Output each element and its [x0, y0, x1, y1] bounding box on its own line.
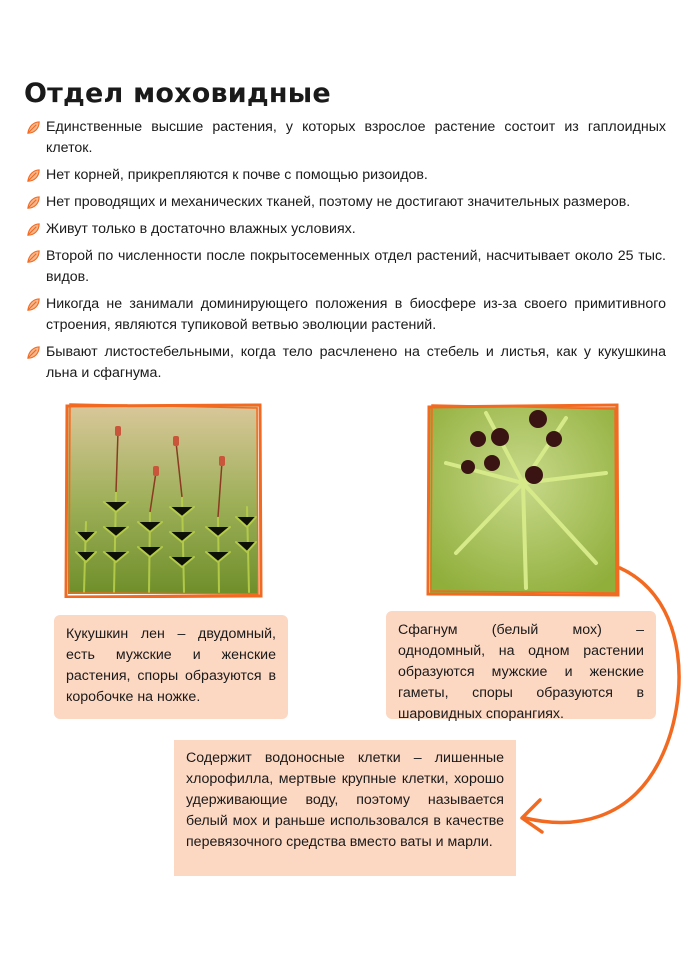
bullet-text: Единственные высшие растения, у которых взрослое растение состоит из гаплоидных клеток.	[46, 119, 666, 156]
water-cells-note: Содержит водоносные клетки – лишенные хлорофилла, мертвые крупные клетки, хорошо удерживающие воду, поэтому называется белый мох и раньше использовался в качестве перевязочного средства вместо ваты и марли.	[174, 740, 516, 876]
bullet-text: Живут только в достаточно влажных условиях.	[46, 221, 356, 237]
bullet-text: Никогда не занимали доминирующего положения в биосфере из-за своего примитивного строения, являются тупиковой ветвью эволюции растений.	[46, 296, 666, 333]
bullet-text: Нет проводящих и механических тканей, поэтому не достигают значительных размеров.	[46, 194, 631, 210]
bullet-text: Нет корней, прикрепляются к почве с помощью ризоидов.	[46, 167, 428, 183]
haircap-moss-caption: Кукушкин лен – двудомный, есть мужские и женские растения, споры образуются в коробочке на ножке.	[54, 615, 288, 719]
bullet-text: Второй по численности после покрытосеменных отдел растений, насчитывает около 25 тыс. видов.	[46, 248, 666, 285]
sphagnum-caption: Сфагнум (белый мох) – однодомный, на одном растении образуются мужские и женские гаметы, споры образуются в шаровидных спорангиях.	[386, 611, 656, 719]
bullet-text: Бывают листостебельными, когда тело расчленено на стебель и листья, как у кукушкина льна и сфагнума.	[46, 344, 666, 381]
page-title: Отдел моховидные	[24, 78, 331, 109]
